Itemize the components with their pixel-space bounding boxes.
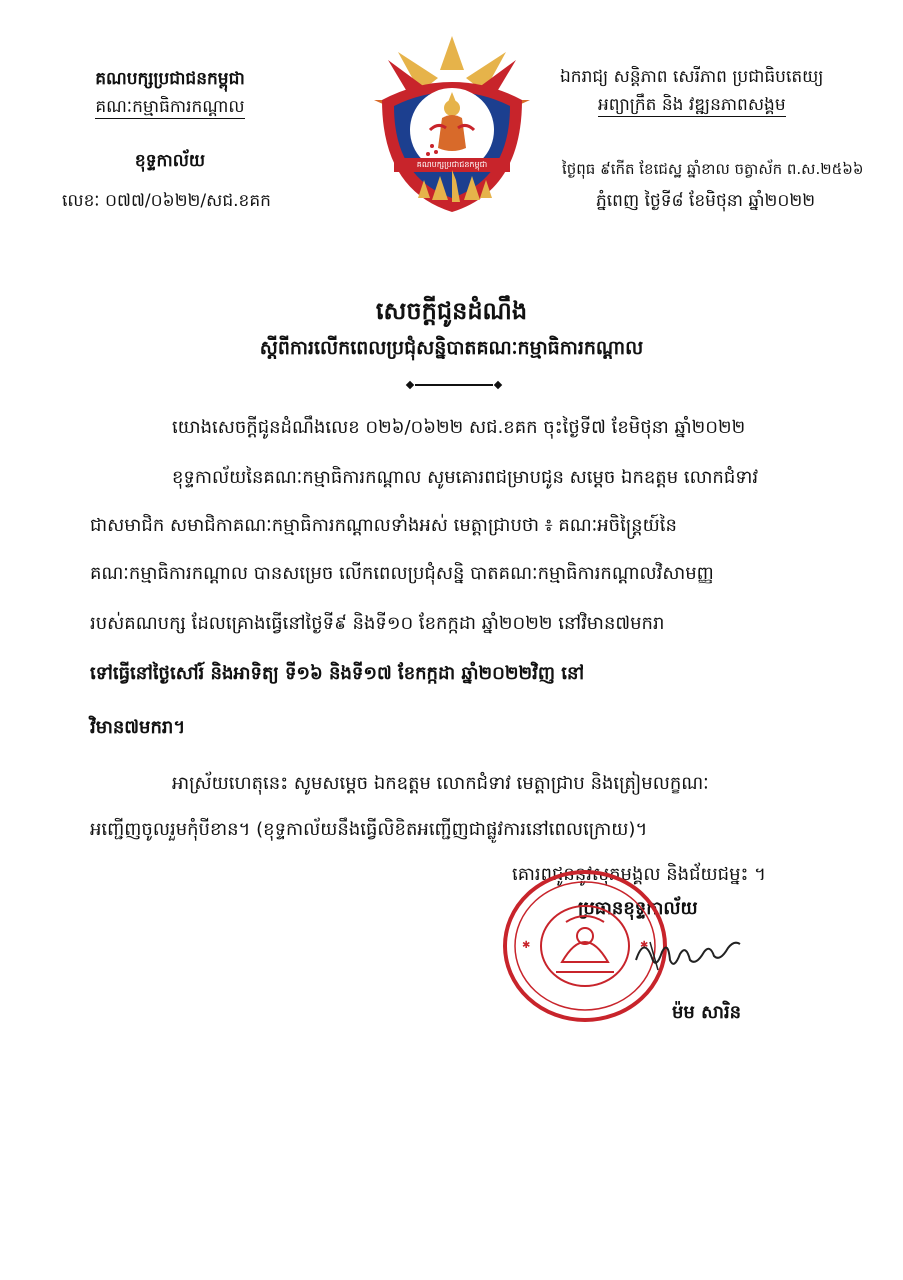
committee-name-text: គណៈកម្មាធិការកណ្តាល (95, 97, 245, 117)
handwritten-signature (630, 930, 750, 980)
logo-banner-text: គណបក្សប្រជាជនកម្ពុជា (416, 160, 488, 169)
national-motto-line2 (598, 92, 786, 118)
document-date: ភ្នំពេញ ថ្ងៃទី៨ ខែមិថុនា ឆ្នាំ២០២២ (596, 191, 816, 211)
national-motto-line1: ឯករាជ្យ សន្តិភាព សេរីភាព ប្រជាធិបតេយ្យ (560, 67, 824, 87)
body-line-6: វិមាន៧មករា។ (90, 717, 186, 738)
reference-paragraph: យោងសេចក្តីជូនដំណឹងលេខ ០២៦/០៦២២ សជ.ខគក ចុះថ្ងៃទី៧ ខែមិថុនា ឆ្នាំ២០២២ (172, 417, 746, 438)
signatory-position: ប្រធានខុទ្ទកាល័យ (578, 898, 698, 919)
party-name: គណបក្សប្រជាជនកម្ពុជា (95, 69, 245, 89)
body-line-5: ទៅធ្វើនៅថ្ងៃសៅរ៍ និងអាទិត្យ ទី១៦ និងទី១៧ ខែកក្កដា ឆ្នាំ២០២២វិញ នៅ (90, 663, 585, 684)
body-line-3: គណៈកម្មាធិការកណ្តាល បានសម្រេច លើកពេលប្រជុំសន្និ បាតគណៈកម្មាធិការកណ្តាលវិសាមញ្ញ (90, 563, 714, 584)
party-logo (368, 30, 536, 218)
reference-number: លេខៈ ០៧៧/០៦២២/សជ.ខគក (62, 191, 271, 211)
national-motto-line2-text: អព្យាក្រឹត និង វឌ្ឍនភាពសង្គម (598, 95, 786, 115)
document-subtitle: ស្តីពីការលើកពេលប្រជុំសន្និបាតគណៈកម្មាធិការកណ្តាល (259, 337, 644, 359)
title-divider (415, 384, 493, 386)
svg-text:✱: ✱ (640, 940, 649, 951)
closing-regards: គោរពជូននូវសុភមង្គល និងជ័យជម្នះ ។ (512, 864, 767, 885)
closing-paragraph-line-2: អញ្ជើញចូលរួមកុំបីខាន។ (ខុទ្ទកាល័យនឹងធ្វើលិខិតអញ្ជើញជាផ្លូវការនៅពេលក្រោយ)។ (90, 819, 648, 840)
document-title: សេចក្តីជូនដំណឹង (375, 297, 528, 325)
closing-paragraph-line-1: អាស្រ័យហេតុនេះ សូមសម្តេច ឯកឧត្តម លោកជំទាវ មេត្តាជ្រាប និងត្រៀមលក្ខណៈ (172, 773, 709, 794)
lunar-date: ថ្ងៃពុធ ៩កើត ខែជេស្ឋ ឆ្នាំខាល ចត្វាស័ក ព.ស.២៥៦៦ (562, 160, 864, 178)
body-line-1: ខុទ្ទកាល័យនៃគណៈកម្មាធិការកណ្តាល សូមគោរពជម្រាបជូន សម្តេច ឯកឧត្តម លោកជំទាវ (172, 467, 759, 488)
signature-icon (630, 930, 750, 980)
committee-name (55, 94, 285, 120)
party-emblem-icon (368, 30, 536, 218)
office-name: ខុទ្ទកាល័យ (134, 151, 206, 171)
svg-text:✱: ✱ (522, 940, 531, 951)
body-line-4: របស់គណបក្ស ដែលគ្រោងធ្វើនៅថ្ងៃទី៩ និងទី១០ ខែកក្កដា ឆ្នាំ២០២២ នៅវិមាន៧មករា (90, 613, 665, 634)
signatory-name: ម៉ម សារិន (672, 1002, 742, 1023)
body-line-2: ជាសមាជិក សមាជិកាគណៈកម្មាធិការកណ្តាលទាំងអស់ មេត្តាជ្រាបថា ៖ គណៈអចិន្ត្រៃយ៍នៃ (90, 515, 677, 536)
